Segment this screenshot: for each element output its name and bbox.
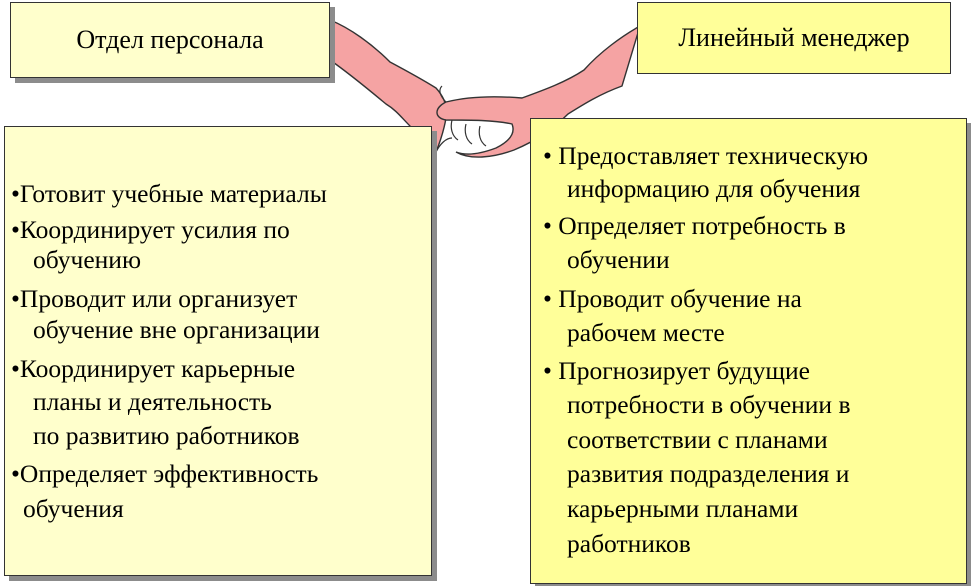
hr-duty-line: обучению bbox=[33, 245, 141, 274]
manager-duty-line: соответствии с планами bbox=[567, 425, 828, 454]
manager-duty-line: потребности в обучении в bbox=[567, 390, 851, 419]
manager-duty-line: карьерными планами bbox=[567, 494, 799, 523]
line-manager-title: Линейный менеджер bbox=[678, 23, 910, 52]
manager-duty-line: рабочем месте bbox=[567, 318, 725, 347]
manager-duty-line: обучении bbox=[567, 245, 670, 274]
hr-department-header bbox=[10, 2, 330, 78]
hr-duty-line: •Проводит или организует bbox=[11, 284, 298, 313]
hr-duty-line: •Готовит учебные материалы bbox=[11, 179, 327, 208]
manager-duty-line: • Определяет потребность в bbox=[543, 211, 846, 240]
hr-duty-line: обучения bbox=[23, 494, 124, 523]
manager-duty-line: • Проводит обучение на bbox=[543, 284, 802, 313]
manager-duty-line: развития подразделения и bbox=[567, 459, 850, 488]
hr-duty-line: планы и деятельность bbox=[33, 387, 272, 416]
manager-duty-line: • Прогнозирует будущие bbox=[543, 356, 810, 385]
hr-department-title: Отдел персонала bbox=[76, 25, 264, 54]
hr-duty-line: по развитию работников bbox=[33, 421, 300, 450]
manager-duties-box bbox=[530, 118, 967, 584]
hr-duty-line: •Координирует карьерные bbox=[11, 354, 296, 383]
hr-duty-line: •Определяет эффективность bbox=[11, 459, 319, 488]
hr-duty-line: •Координирует усилия по bbox=[11, 215, 290, 244]
line-manager-header bbox=[637, 2, 951, 74]
manager-duty-line: • Предоставляет техническую bbox=[543, 141, 868, 170]
manager-duty-line: работников bbox=[567, 529, 691, 558]
manager-duty-line: информацию для обучения bbox=[567, 174, 861, 203]
hr-duties-box bbox=[4, 126, 432, 576]
hr-duty-line: обучение вне организации bbox=[33, 315, 320, 344]
